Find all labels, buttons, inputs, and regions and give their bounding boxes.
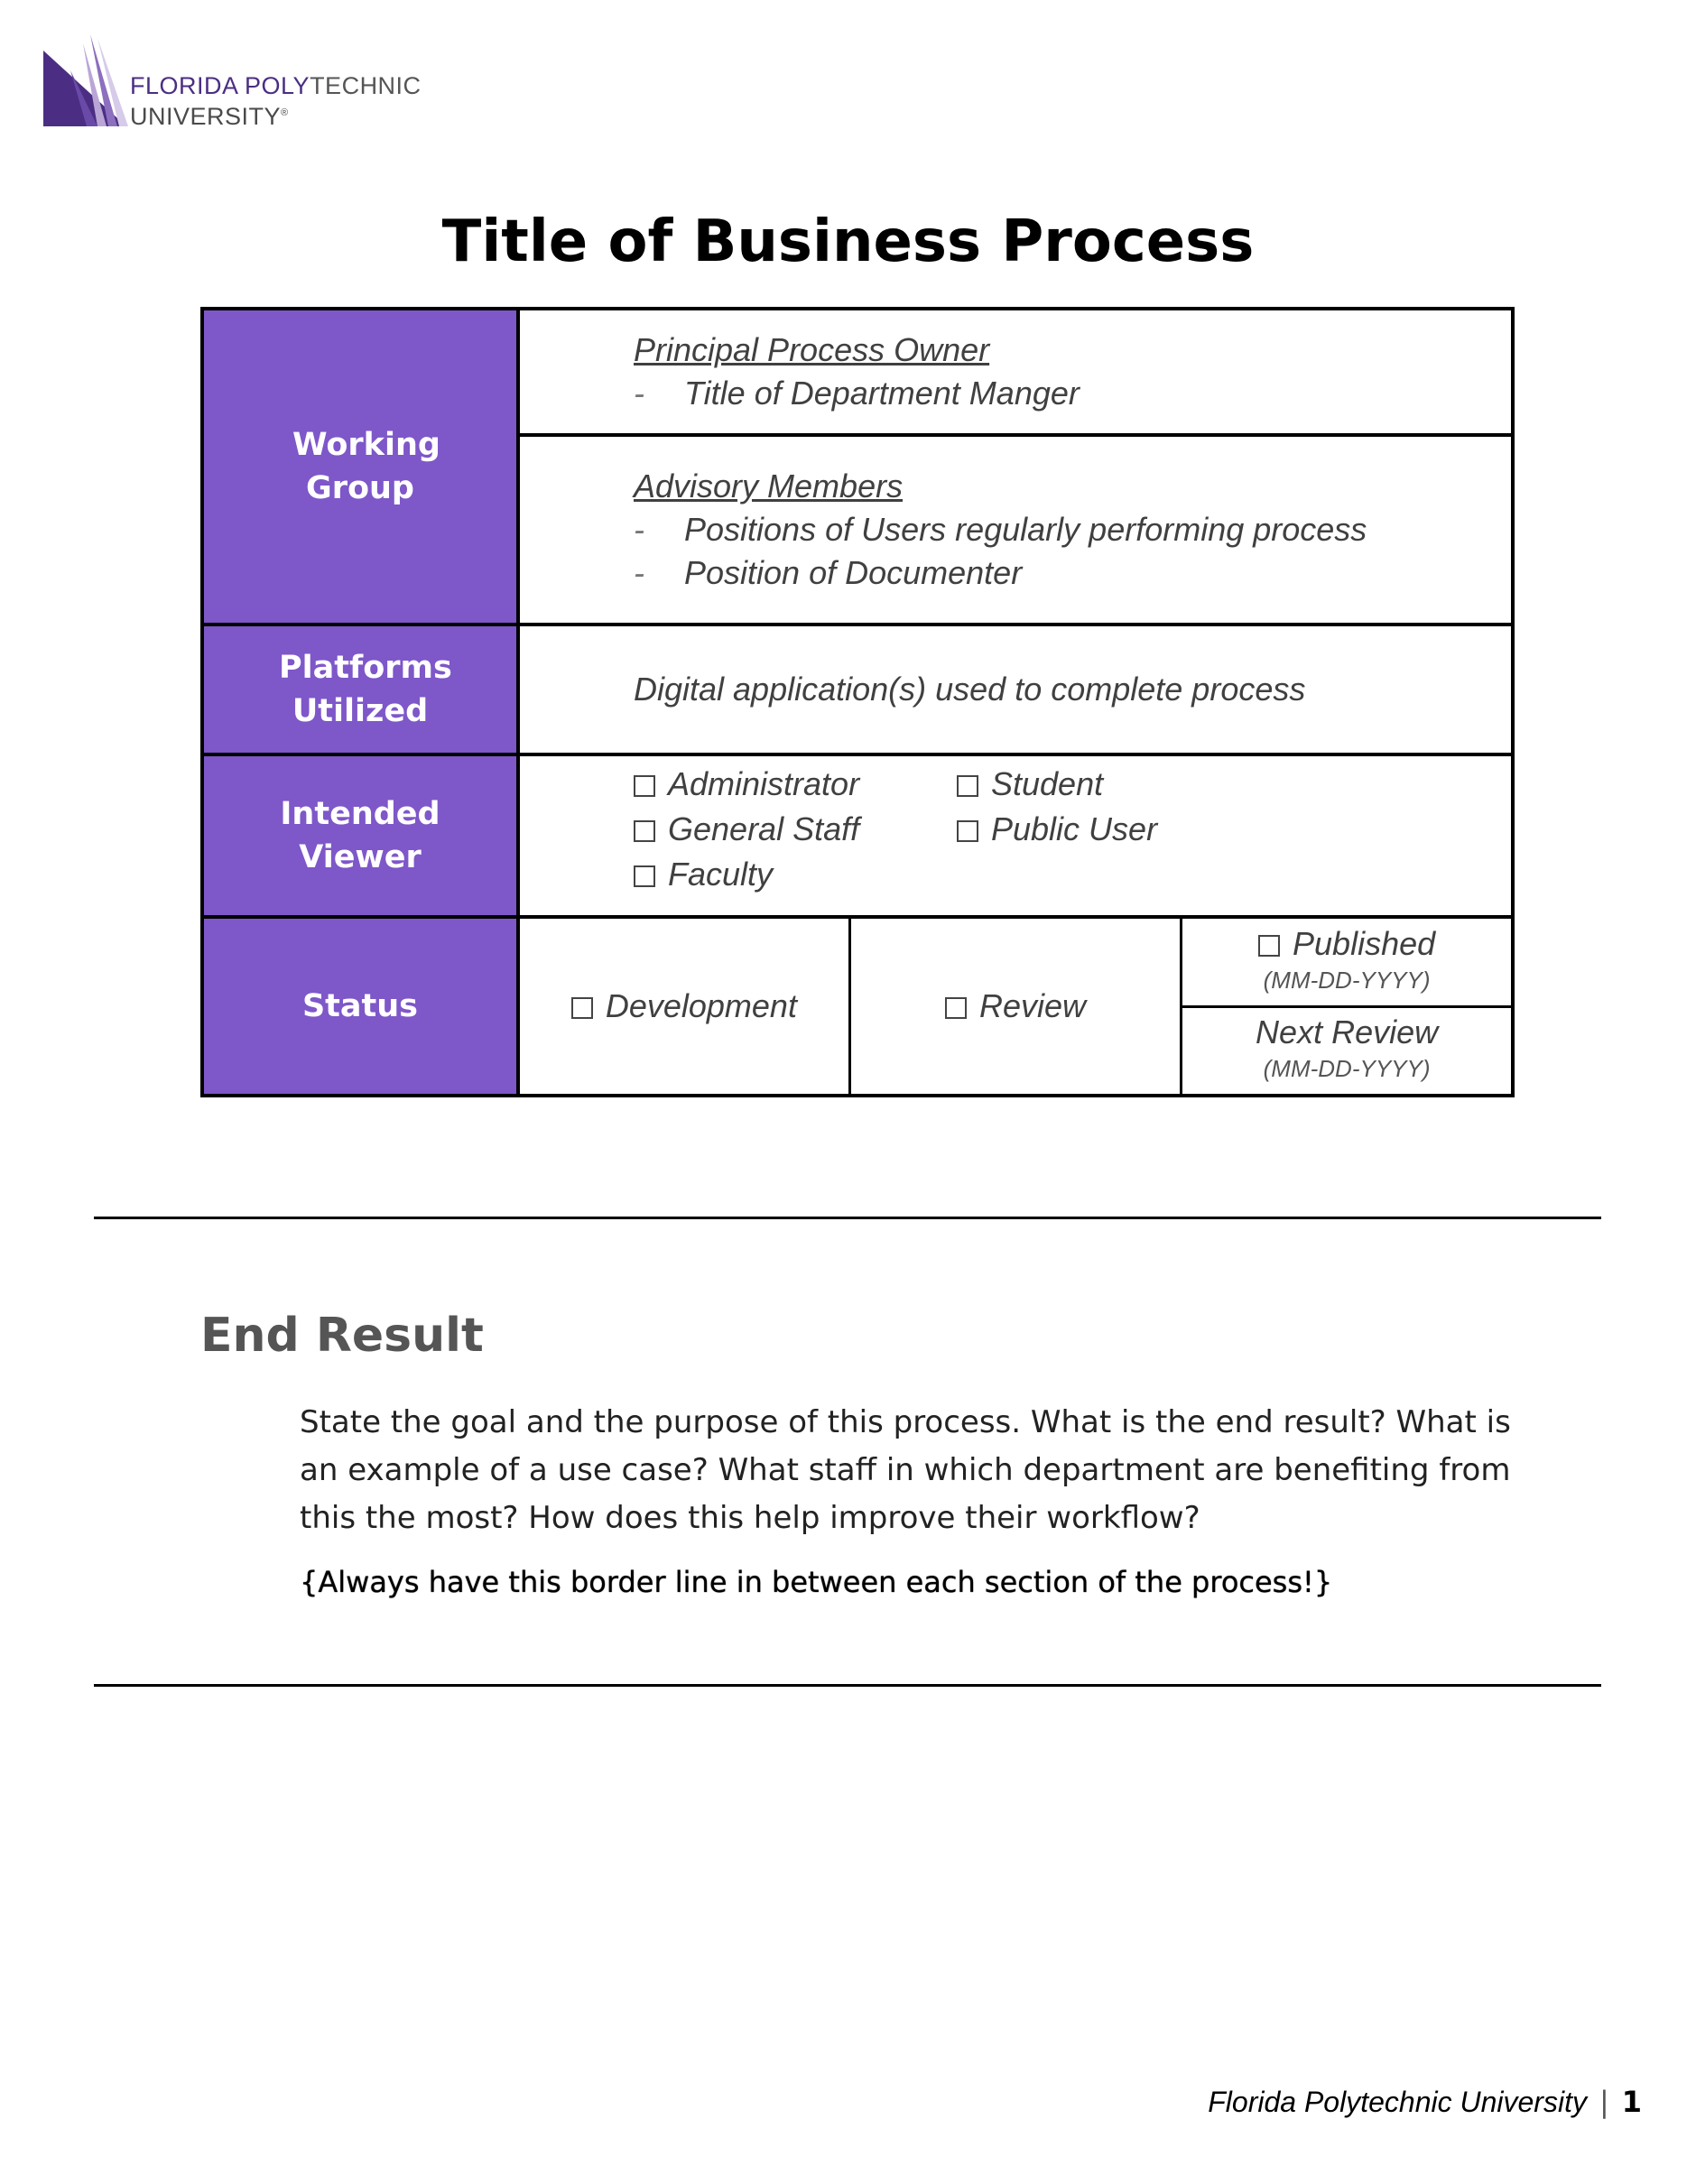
platforms-header: Platforms Utilized <box>202 625 518 754</box>
advisory-members-cell: Advisory Members - Positions of Users regularly performing process - Position of Documenter <box>518 435 1513 625</box>
viewer-option-public-user[interactable]: Public User <box>957 810 1157 848</box>
viewer-option-administrator[interactable]: Administrator <box>634 765 859 803</box>
section-divider-top <box>94 1217 1601 1219</box>
advisory-members-label: Advisory Members <box>634 467 904 504</box>
footer-org: Florida Polytechnic University <box>1208 2086 1587 2118</box>
page-number: 1 <box>1621 2085 1642 2119</box>
logo-text-technic: TECHNIC <box>310 72 422 99</box>
checkbox-icon[interactable] <box>957 775 978 797</box>
next-review-date: (MM-DD-YYYY) <box>1263 1055 1431 1083</box>
advisory-member-item: Position of Documenter <box>684 554 1023 591</box>
intended-viewer-cell <box>518 754 1513 917</box>
principal-owner-label: Principal Process Owner <box>634 331 990 368</box>
footer-separator: | <box>1599 2085 1609 2119</box>
section-note: {Always have this border line in between each section of the process!} <box>300 1565 1333 1599</box>
checkbox-icon[interactable] <box>1258 935 1280 957</box>
next-review-cell <box>1182 1006 1511 1094</box>
logo-wordmark <box>130 72 422 130</box>
section-body: State the goal and the purpose of this process. What is the end result? What is an example of a use case? What staff in which department are benefiting from this the most? How does this help improve their workflow? <box>300 1404 1511 1536</box>
checkbox-icon[interactable] <box>957 820 978 842</box>
status-cell <box>518 917 1513 1096</box>
logo-text-university: UNIVERSITY <box>130 103 282 130</box>
viewer-option-student[interactable]: Student <box>957 765 1103 803</box>
page-footer <box>1208 2085 1642 2119</box>
status-option-published[interactable]: Published (MM-DD-YYYY) <box>1182 919 1511 1006</box>
logo-mark-icon <box>43 34 134 128</box>
principal-owner-item: Title of Department Manger <box>684 375 1080 412</box>
intended-viewer-header: Intended Viewer <box>202 754 518 917</box>
platforms-value: Digital application(s) used to complete process <box>518 625 1513 754</box>
logo-text-poly: FLORIDA POLY <box>130 72 310 99</box>
section-heading: End Result <box>200 1309 484 1363</box>
viewer-option-faculty[interactable]: Faculty <box>634 856 773 893</box>
status-header: Status <box>202 917 518 1096</box>
status-option-development[interactable]: Development <box>520 919 849 1094</box>
advisory-member-item: Positions of Users regularly performing process <box>684 511 1367 548</box>
checkbox-icon[interactable] <box>634 820 655 842</box>
next-review-label: Next Review <box>1256 1013 1439 1051</box>
checkbox-icon[interactable] <box>634 775 655 797</box>
document-title: Title of Business Process <box>441 208 1255 275</box>
status-option-review[interactable]: Review <box>849 919 1181 1094</box>
section-divider-bottom <box>94 1684 1601 1687</box>
checkbox-icon[interactable] <box>945 997 967 1019</box>
registered-mark: ® <box>281 107 289 118</box>
process-info-table <box>200 307 1515 1097</box>
checkbox-icon[interactable] <box>571 997 593 1019</box>
published-date: (MM-DD-YYYY) <box>1263 966 1431 994</box>
university-logo <box>43 34 422 134</box>
principal-owner-cell: Principal Process Owner - Title of Department Manger <box>518 309 1513 435</box>
viewer-option-general-staff[interactable]: General Staff <box>634 810 859 848</box>
working-group-header: Working Group <box>202 309 518 625</box>
checkbox-icon[interactable] <box>634 865 655 887</box>
